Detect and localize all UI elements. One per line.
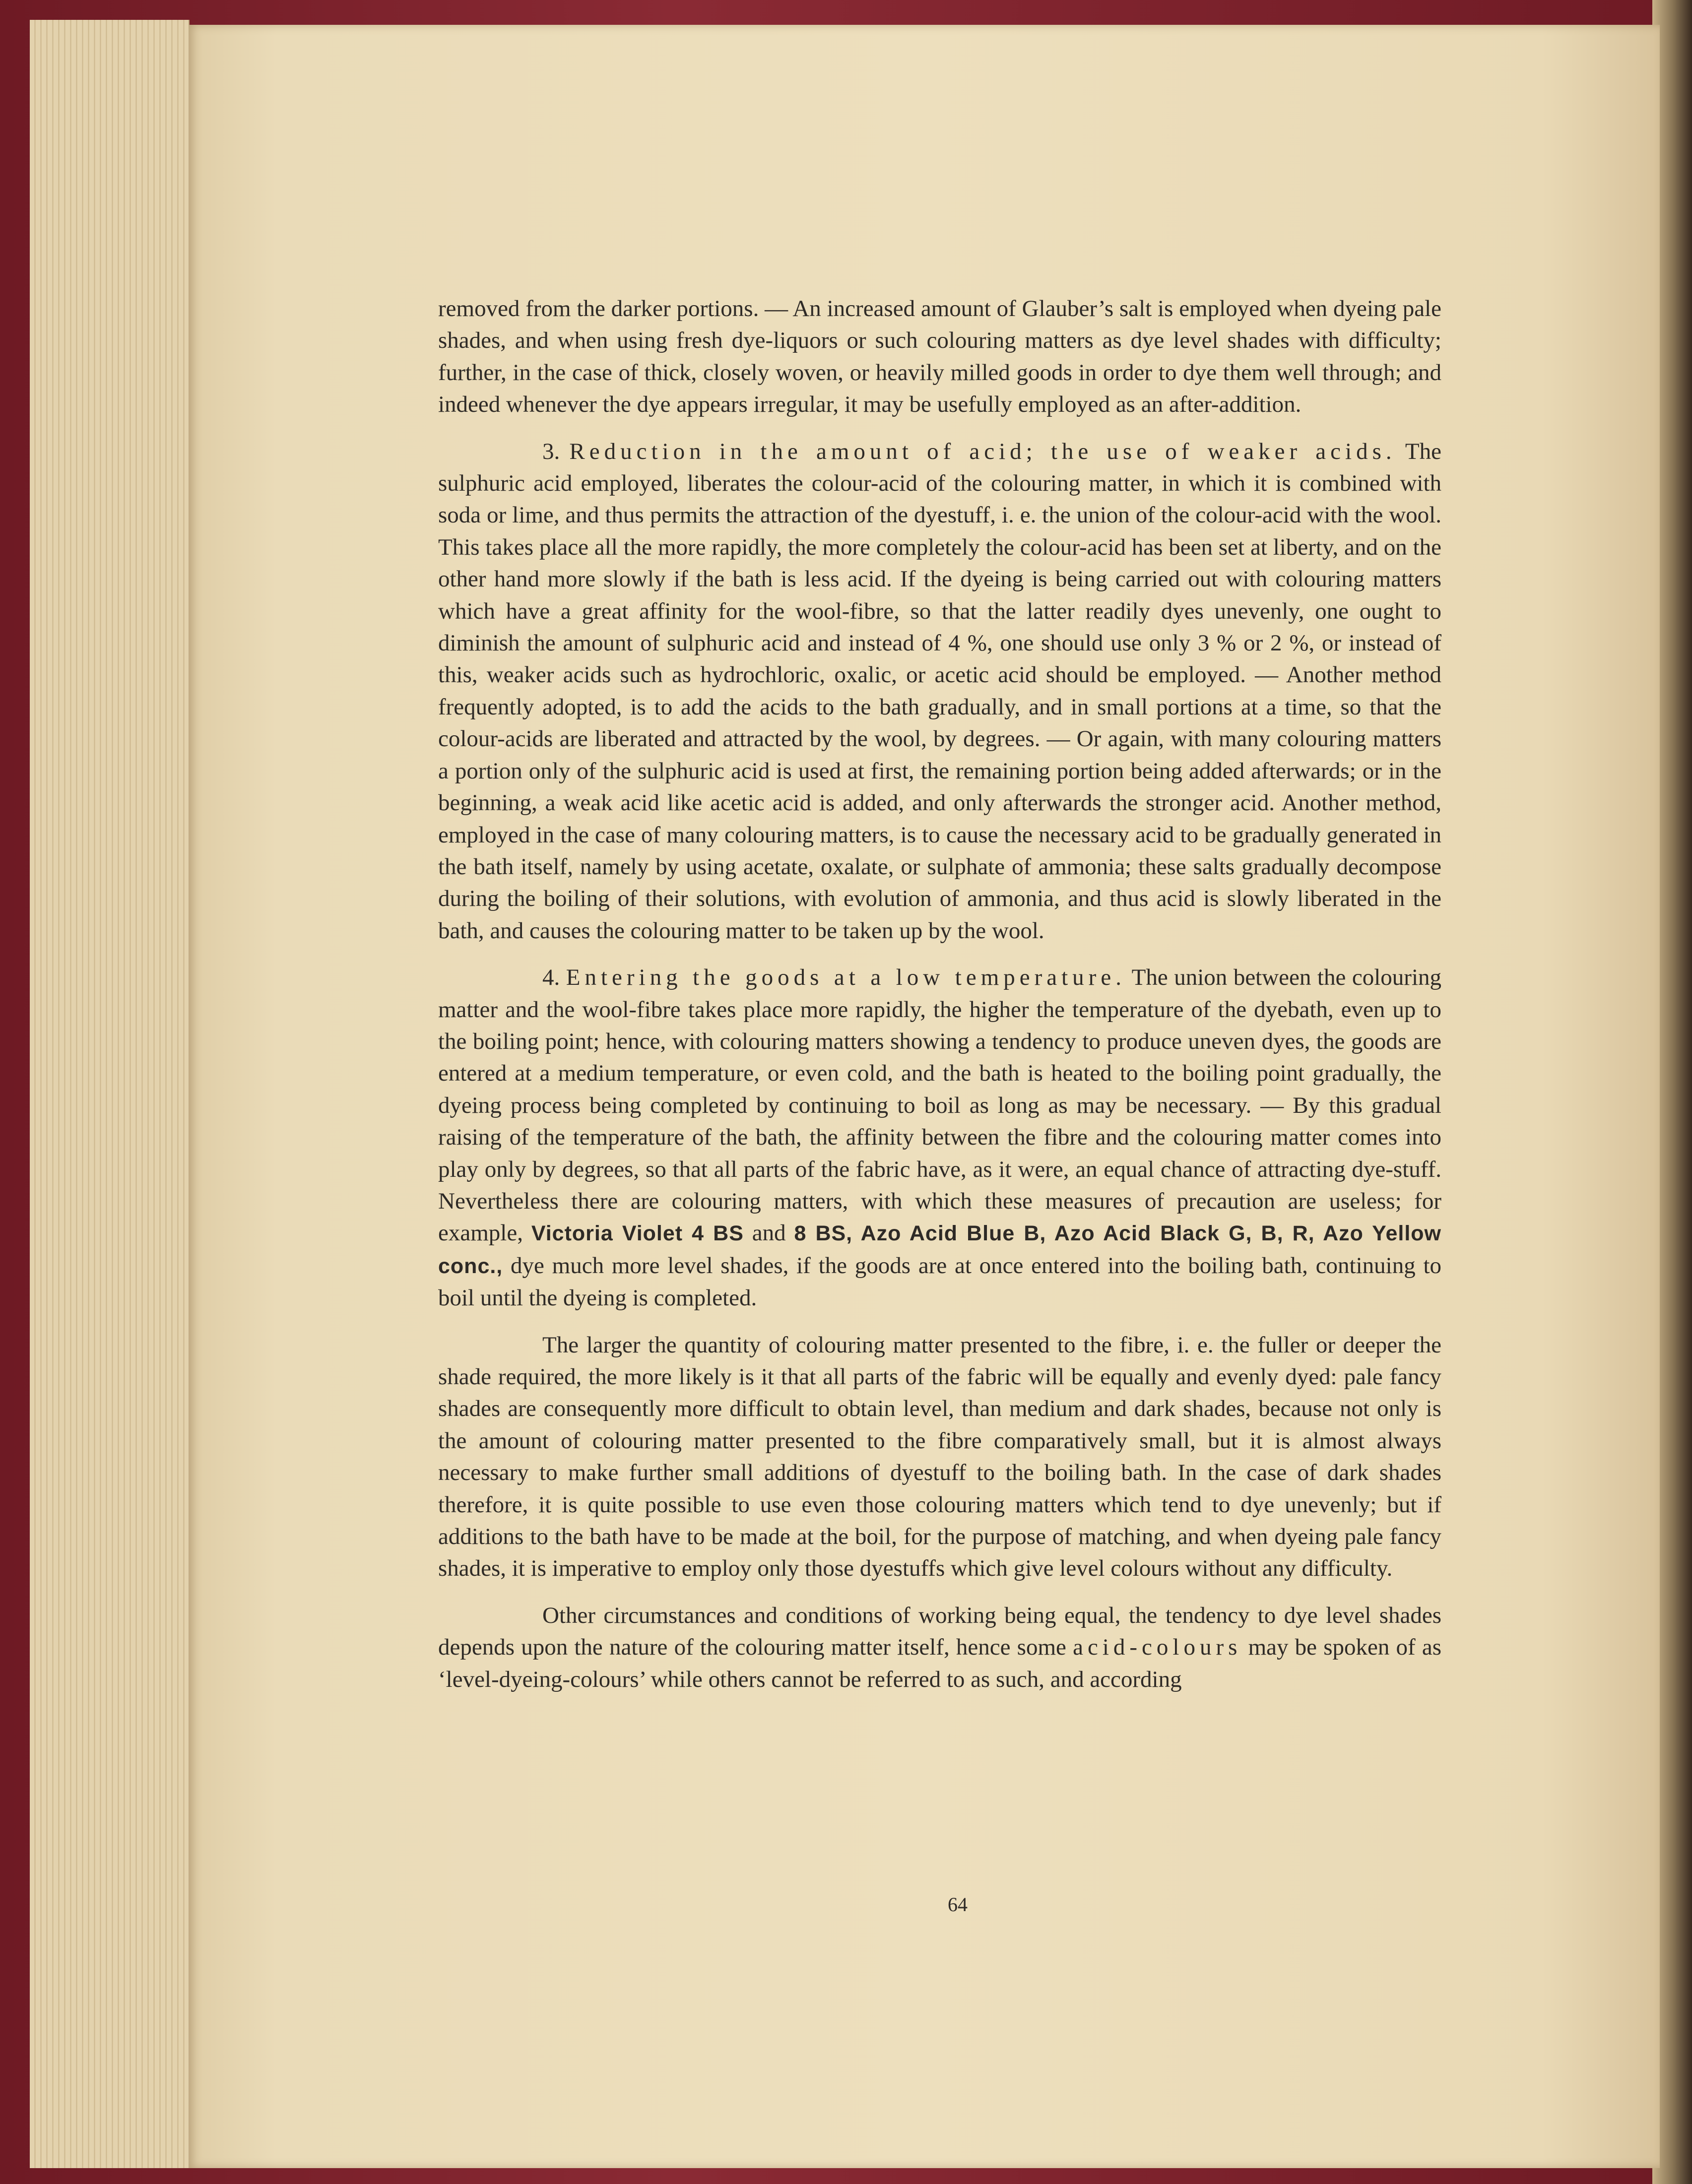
spaced-term: acid-colours <box>1073 1634 1242 1661</box>
dye-name-bold: Victoria Violet 4 BS <box>531 1221 744 1246</box>
page-text <box>438 293 1441 1710</box>
paragraph-5-b: may be spoken of as ‘level-dyeing-colours’ while others cannot be referred to as such, and according <box>438 1634 1442 1692</box>
dye-name-bold: 8 BS, Azo Acid Blue B, Azo Acid Black G, B, R, Azo Yellow conc., <box>438 1221 1441 1278</box>
section-number: 4. <box>542 964 560 991</box>
page-number: 64 <box>948 1893 968 1916</box>
section-heading: Entering the goods at a low temperature. <box>566 964 1126 991</box>
section-heading: Reduction in the amount of acid; the use of weaker acids. <box>569 438 1396 464</box>
paragraph-5 <box>438 1600 1441 1695</box>
paragraph-4: The larger the quantity of colouring matter presented to the fibre, i. e. the fuller or deeper the shade required, the more likely is it that all parts of the fabric will be equally and evenly dyed: pale fancy shades are consequently more difficult to obtain level, than medium and dark shades, because not only is the amount of colouring matter presented to the fibre comparatively small, but it is almost always necessary to make further small additions of dyestuff to the boiling bath. In the case of dark shades therefore, it is quite possible to use even those colouring matters which tend to dye unevenly; but if additions to the bath have to be made at the boil, for the purpose of matching, and when dyeing pale fancy shades, it is imperative to employ only those dyestuffs which give level colours without any difficulty. <box>438 1332 1441 1582</box>
paragraph-3-body-b: dye much more level shades, if the goods are at once entered into the boiling bath, continuing to boil until the dyeing is completed. <box>438 1252 1442 1311</box>
page-edges <box>30 20 190 2168</box>
paragraph-1: removed from the darker portions. — An increased amount of Glauber’s salt is employed when dyeing pale shades, and when using fresh dye-liquors or such colouring matters as dye level shades with difficulty; further, in the case of thick, closely woven, or heavily milled goods in order to dye them well through; and indeed whenever the dye appears irregular, it may be usefully employed as an after-addition. <box>438 296 1441 418</box>
conjunction: and <box>752 1220 786 1246</box>
paragraph-2 <box>438 436 1441 947</box>
paragraph-2-body: The sulphuric acid employed, liberates the colour-acid of the colouring matter, in which it is combined with soda or lime, and thus permits the attraction of the dyestuff, i. e. the union of the colour-acid with the wool. This takes place all the more rapidly, the more completely the colour-acid has been set at liberty, and on the other hand more slowly if the bath is less acid. If the dyeing is being carried out with colouring matters which have a great affinity for the wool-fibre, so that the latter readily dyes unevenly, one ought to diminish the amount of sulphuric acid and instead of 4 %, one should use only 3 % or 2 %, or instead of this, weaker acids such as hydrochloric, oxalic, or acetic acid should be employed. — Another method frequently adopted, is to add the acids to the bath gradually, and in small portions at a time, so that the colour-acids are liberated and attracted by the wool, by degrees. — Or again, with many colouring matters a portion only of the sulphuric acid is used at first, the remaining portion being added afterwards; or in the beginning, a weak acid like acetic acid is added, and only afterwards the stronger acid. Another method, employed in the case of many colouring matters, is to cause the necessary acid to be gradually generated in the bath itself, namely by using acetate, oxalate, or sulphate of ammonia; these salts gradually decompose during the boiling of their solutions, with evolution of ammonia, and thus acid is slowly liberated in the bath, and causes the colouring matter to be taken up by the wool. <box>438 438 1441 944</box>
paragraph-3-body-a: The union between the colouring matter and the wool-fibre takes place more rapidly, the higher the temperature of the dyebath, even up to the boiling point; hence, with colouring matters showing a tendency to produce uneven dyes, the goods are entered at a medium temperature, or even cold, and the bath is heated to the boiling point gradually, the dyeing process being completed by continuing to boil as long as may be necessary. — By this gradual raising of the temperature of the bath, the affinity between the fibre and the colouring matter comes into play only by degrees, so that all parts of the fabric have, as it were, an equal chance of attracting dye-stuff. Nevertheless there are colouring matters, with which these measures of precaution are useless; for example, <box>438 964 1442 1246</box>
paragraph-5-a: Other circumstances and conditions of working being equal, the tendency to dye level shades depends upon the nature of the colouring matter itself, hence some <box>438 1602 1441 1661</box>
paragraph-3 <box>438 962 1441 1314</box>
section-number: 3. <box>542 438 560 464</box>
